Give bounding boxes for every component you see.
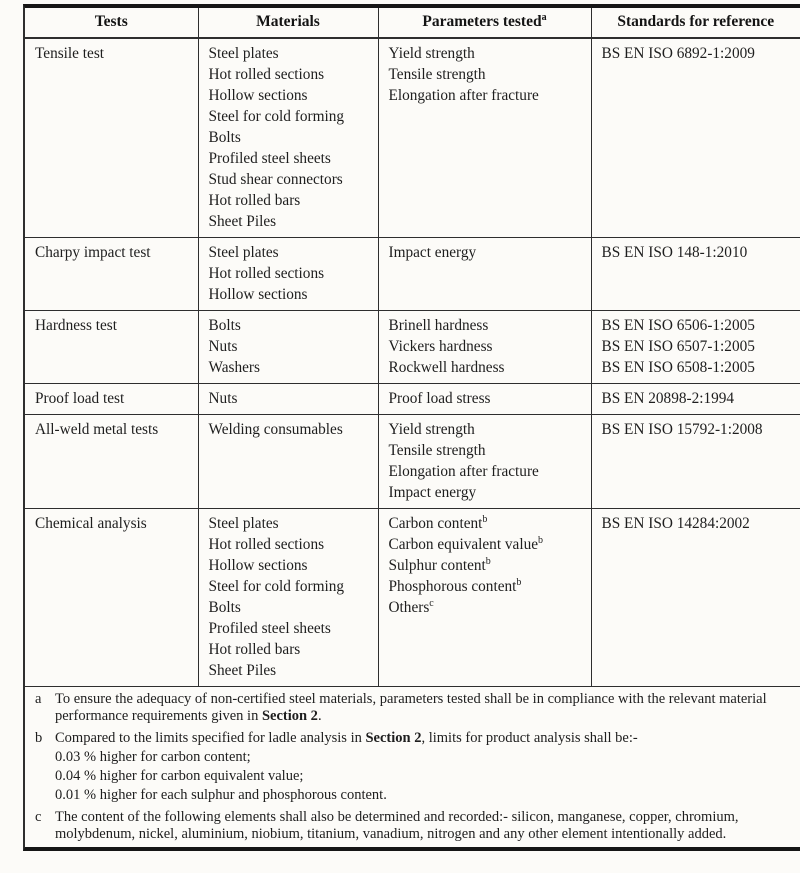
footnote-marker: a [35,691,42,707]
parameter-text: Vickers hardness [388,338,493,355]
footnote-sub-line: 0.03 % higher for carbon content; [55,749,251,765]
material-item: Profiled steel sheets [208,150,331,167]
parameter-text: Others [388,599,430,616]
material-item: Washers [208,359,260,376]
test-table-container [23,4,800,851]
standard-ref: BS EN ISO 6506-1:2005 [601,317,755,334]
col-header-standards [591,8,800,38]
parameter-item [389,461,587,482]
parameter-text: Impact energy [388,244,477,261]
table-row-tensile-test [25,38,800,238]
cell-standards [591,238,800,311]
footnote-segment-bold: Section 2 [365,730,422,746]
cell-standards [591,415,800,509]
test-name: Chemical analysis [35,515,147,532]
material-item: Sheet Piles [208,662,277,679]
parameter-text: Impact energy [388,484,477,501]
standard-ref: BS EN ISO 148-1:2010 [601,244,748,261]
table-row-charpy-impact-test [25,238,800,311]
footnote-segment: To ensure the adequacy of non-certified steel materials, parameters tested shall be in compliance with the relevant material performance requirements given in [55,691,767,724]
material-item: Hot rolled sections [208,66,325,83]
footnote-c [35,809,772,843]
cell-standards [591,38,800,238]
parameter-item [389,242,587,263]
cell-test [25,509,198,687]
parameter-text: Tensile strength [388,66,486,83]
parameter-item [389,43,587,64]
standard-ref: BS EN ISO 14284:2002 [601,515,750,532]
standard-ref: BS EN ISO 6892-1:2009 [601,45,755,62]
cell-parameters [378,415,591,509]
material-item: Steel for cold forming [208,578,345,595]
cell-parameters [378,38,591,238]
cell-standards [591,311,800,384]
parameter-text: Yield strength [388,45,475,62]
parameter-text: Proof load stress [388,390,491,407]
col-header-tests [25,8,198,38]
test-name: Hardness test [35,317,117,334]
cell-test [25,415,198,509]
col-header-tests-label: Tests [94,13,128,30]
footnote-segment: . [317,708,322,724]
table-row-proof-load-test [25,384,800,415]
cell-materials [198,311,378,384]
cell-parameters [378,509,591,687]
material-item: Hot rolled bars [208,192,301,209]
material-item: Steel for cold forming [208,108,345,125]
material-item: Hollow sections [208,286,308,303]
test-name: Charpy impact test [35,244,151,261]
footnote-marker: c [35,809,42,825]
test-name: All-weld metal tests [35,421,159,438]
parameter-item [389,357,587,378]
parameter-item [389,388,587,409]
footnote-sub-line: 0.01 % higher for each sulphur and phosphorous content. [55,787,387,803]
table-row-chemical-analysis [25,509,800,687]
footnote-text [55,730,638,804]
parameter-text: Carbon equivalent value [388,536,539,553]
material-item: Sheet Piles [208,213,277,230]
footnote-text [55,809,772,843]
footnotes-section [25,687,800,847]
footnote-segment-bold: Section 2 [261,708,318,724]
footnote-marker: b [35,730,43,746]
cell-materials [198,238,378,311]
material-item: Steel plates [208,515,279,532]
footnote-sub-line: 0.04 % higher for carbon equivalent value; [55,768,304,784]
parameter-text: Elongation after fracture [388,463,539,480]
material-item: Nuts [208,390,238,407]
parameter-item [389,534,587,555]
cell-test [25,384,198,415]
table-row-hardness-test [25,311,800,384]
footnote-ref-sup: b [482,513,488,525]
parameter-text: Carbon content [388,515,483,532]
material-item: Welding consumables [208,421,343,438]
material-item: Bolts [208,317,241,334]
material-item: Bolts [208,129,241,146]
cell-materials [198,38,378,238]
material-item: Nuts [208,338,238,355]
cell-standards [591,509,800,687]
cell-parameters [378,238,591,311]
material-item: Hot rolled sections [208,536,325,553]
parameter-text: Phosphorous content [388,578,517,595]
parameter-item [389,576,587,597]
parameter-text: Sulphur content [388,557,486,574]
footnote-ref-sup: b [485,555,491,567]
parameter-item [389,482,587,503]
footnote-text [55,691,772,725]
standard-ref: BS EN ISO 6507-1:2005 [601,338,755,355]
parameter-item [389,85,587,106]
cell-parameters [378,311,591,384]
cell-materials [198,415,378,509]
material-item: Hollow sections [208,87,308,104]
cell-parameters [378,384,591,415]
cell-test [25,238,198,311]
parameter-text: Elongation after fracture [388,87,539,104]
footnote-ref-sup: b [516,576,522,588]
standard-ref: BS EN ISO 6508-1:2005 [601,359,755,376]
col-header-parameters-label: Parameters tested [422,13,542,30]
material-item: Stud shear connectors [208,171,343,188]
standard-ref: BS EN ISO 15792-1:2008 [601,421,763,438]
footnote-ref-sup: b [538,534,544,546]
table-row-all-weld-metal-tests [25,415,800,509]
col-header-parameters [378,8,591,38]
parameter-text: Rockwell hardness [388,359,505,376]
material-item: Profiled steel sheets [208,620,331,637]
footnote-a [35,691,772,725]
material-item: Hot rolled bars [208,641,301,658]
parameter-item [389,513,587,534]
material-item: Hollow sections [208,557,308,574]
header-row [25,8,800,38]
parameter-item [389,64,587,85]
test-name: Proof load test [35,390,125,407]
footnote-segment: , limits for product analysis shall be:- [421,730,638,746]
cell-test [25,311,198,384]
col-header-standards-label: Standards for reference [617,13,775,30]
cell-test [25,38,198,238]
parameter-item [389,419,587,440]
tests-table [25,8,800,687]
cell-standards [591,384,800,415]
parameter-item [389,440,587,461]
parameter-text: Brinell hardness [388,317,489,334]
test-name: Tensile test [35,45,105,62]
footnote-segment: The content of the following elements shall also be determined and recorded:- silicon, manganese, copper, chromium, molybdenum, nickel, aluminium, niobium, titanium, vanadium, nitrogen and any other element intentionally added. [55,809,739,842]
parameter-text: Tensile strength [388,442,486,459]
parameter-item [389,336,587,357]
material-item: Hot rolled sections [208,265,325,282]
parameter-text: Yield strength [388,421,475,438]
parameter-item [389,555,587,576]
parameter-item [389,315,587,336]
material-item: Bolts [208,599,241,616]
col-header-materials-label: Materials [256,13,320,30]
footnote-b [35,730,772,804]
material-item: Steel plates [208,45,279,62]
footnote-ref-sup: c [429,597,434,609]
footnote-ref-a-icon: a [541,11,547,23]
col-header-materials [198,8,378,38]
standard-ref: BS EN 20898-2:1994 [601,390,735,407]
material-item: Steel plates [208,244,279,261]
cell-materials [198,384,378,415]
parameter-item [389,597,587,618]
cell-materials [198,509,378,687]
footnote-segment: Compared to the limits specified for ladle analysis in [55,730,366,746]
